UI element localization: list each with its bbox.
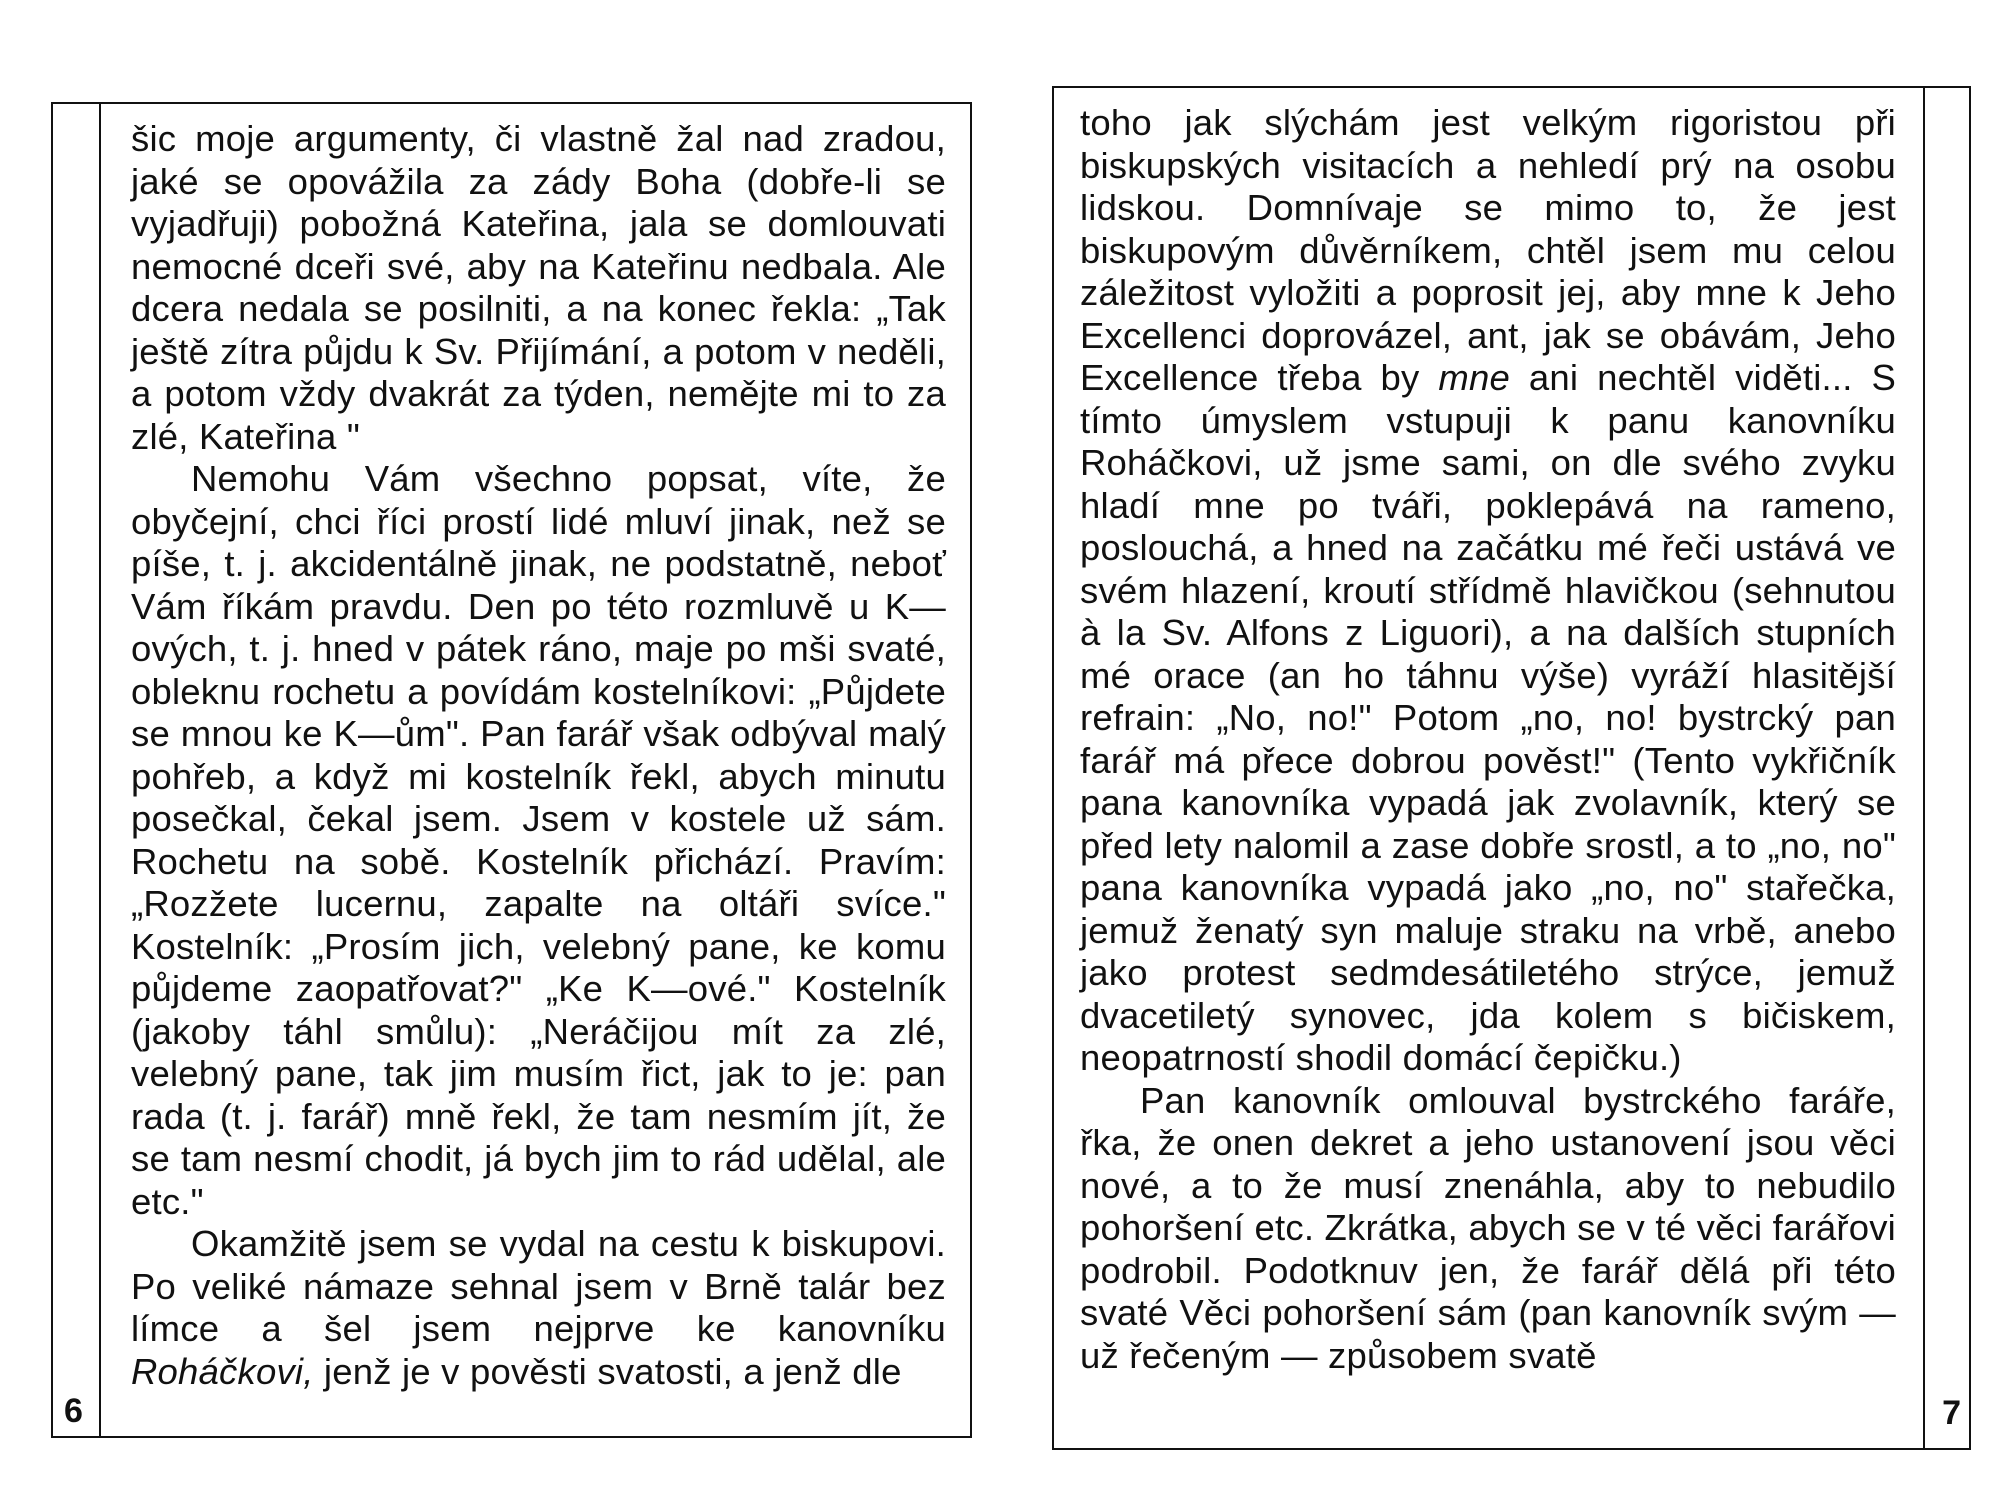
left-paragraph-2: Nemohu Vám všechno popsat, víte, že obyčejní, chci říci prostí lidé mluví jinak, než se píše, t. j. akcidentálně jinak, ne podstatně, neboť Vám říkám pravdu. Den po této rozmluvě u K—ových, t. j. hned v pátek ráno, maje po mši svaté, obleknu rochetu a povídám kostelníkovi: „Půjdete se mnou ke K—ům". Pan farář však odbýval malý pohřeb, a když mi kostelník řekl, abych minutu posečkal, čekal jsem. Jsem v kostele už sám. Rochetu na sobě. Kostelník přichází. Pravím: „Rozžete lucernu, zapalte na oltáři svíce." Kostelník: „Prosím jich, velebný pane, ke komu půjdeme zaopatřovat?" „Ke K—ové." Kostelník (jakoby táhl smůlu): „Neráčijou mít za zlé, velebný pane, tak jim musím řict, jak to je: pan rada (t. j. farář) mně řekl, že tam nesmím jít, že se tam nesmí chodit, já bych jim to rád udělal, ale etc.": [131, 458, 946, 1222]
right-paragraph-1-a: toho jak slýchám jest velkým rigoristou při biskupských visitacích a nehledí prý na osobu lidskou. Domnívaje se mimo to, že jest biskupovým důvěrníkem, chtěl jsem mu celou záležitost vyložiti a poprosit jej, aby mne k Jeho Excellenci doprovázel, ant, jak se obávám, Jeho Excellence třeba by: [1080, 102, 1896, 398]
left-page-text: [131, 118, 946, 1393]
left-paragraph-3-tail: jenž je v pověsti svatosti, a jenž dle: [313, 1350, 902, 1392]
italic-word: mne: [1438, 357, 1510, 398]
right-page-outer-border: [1969, 86, 1971, 1450]
left-paragraph-3: [131, 1223, 946, 1393]
right-paragraph-1: [1080, 102, 1896, 1080]
left-page-margin-rule: [99, 102, 101, 1438]
left-page-right-border: [970, 102, 972, 1438]
right-paragraph-1-b: ani nechtěl viděti... S tímto úmyslem vstupuji k panu kanovníku Roháčkovi, už jsme sami, on dle svého zvyku hladí mne po tváři, poklepává na rameno, poslouchá, a hned na začátku mé řeči ustává ve svém hlazení, kroutí střídmě hlavičkou (sehnutou à la Sv. Alfons z Liguori), a na dalších stupních mé orace (an ho táhnu výše) vyráží hlasitější refrain: „No, no!" Potom „no, no! bystrcký pan farář má přece dobrou pověst!" (Tento vykřičník pana kanovníka vypadá jak zvolavník, který se před lety nalomil a zase dobře srostl, a to „no, no" pana kanovníka vypadá jako „no, no" stařečka, jemuž ženatý syn maluje straku na vrbě, anebo jako protest sedmdesátiletého strýce, jemuž dvacetiletý synovec, jda kolem s bičiskem, neopatrností shodil domácí čepičku.): [1080, 357, 1896, 1078]
left-paragraph-3-text: Okamžitě jsem se vydal na cestu k biskupovi. Po veliké námaze sehnal jsem v Brně talár bez límce a šel jsem nejprve ke kanovníku: [131, 1223, 946, 1349]
left-page: [53, 102, 970, 1438]
right-page: [1054, 86, 1969, 1450]
page-number-left: 6: [64, 1392, 83, 1430]
italic-name: Roháčkovi,: [131, 1350, 314, 1392]
right-page-text: [1080, 102, 1896, 1377]
left-page-outer-border: [51, 102, 53, 1438]
right-paragraph-2: Pan kanovník omlouval bystrckého faráře, řka, že onen dekret a jeho ustanovení jsou věci nové, a to že musí znenáhla, aby to nebudilo pohoršení etc. Zkrátka, abych se v té věci farářovi podrobil. Podotknuv jen, že farář dělá při této svaté Věci pohoršení sám (pan kanovník svým — už řečeným — způsobem svatě: [1080, 1079, 1896, 1376]
right-page-margin-rule: [1923, 86, 1925, 1450]
page-number-right: 7: [1942, 1394, 1961, 1432]
right-page-left-border: [1052, 86, 1054, 1450]
left-paragraph-1: šic moje argumenty, či vlastně žal nad zradou, jaké se opovážila za zády Boha (dobře-li se vyjadřuji) pobožná Kateřina, jala se domlouvati nemocné dceři své, aby na Kateřinu nedbala. Ale dcera nedala se posilniti, a na konec řekla: „Tak ještě zítra půjdu k Sv. Přijímání, a potom v neděli, a potom vždy dvakrát za týden, nemějte mi to za zlé, Kateřina ": [131, 118, 946, 457]
